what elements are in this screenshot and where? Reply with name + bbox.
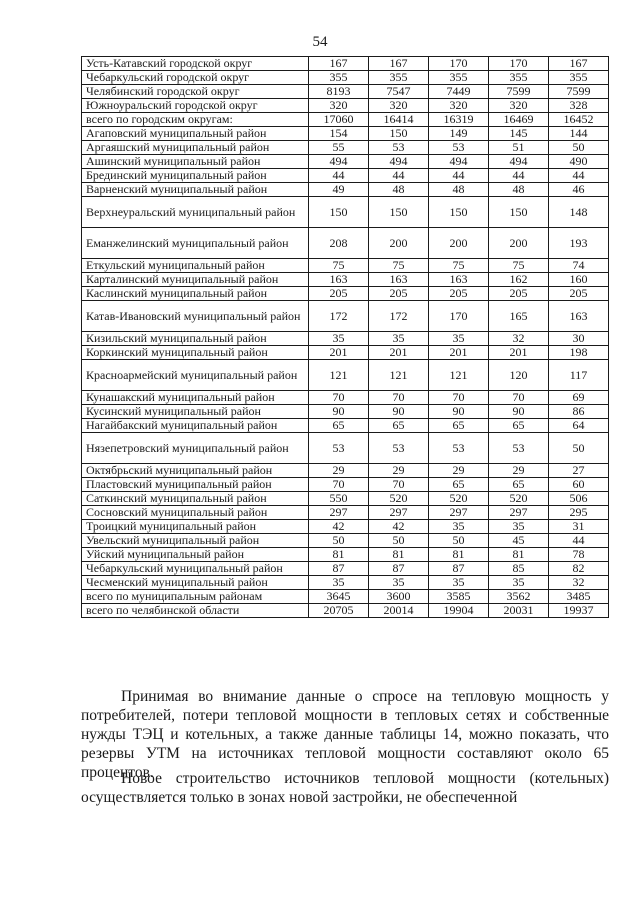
value-cell-2: 320 [369, 99, 429, 113]
value-cell-1: 75 [309, 259, 369, 273]
paragraph-new-construction: Новое строительство источников тепловой мощности (котельных) осуществляется только в зонах новой застройки, не обеспеченной [81, 770, 609, 806]
value-cell-3: 494 [429, 155, 489, 169]
value-cell-1: 8193 [309, 85, 369, 99]
territory-name-cell: Пластовский муниципальный район [82, 478, 309, 492]
value-cell-1: 87 [309, 562, 369, 576]
table-row [82, 259, 609, 273]
table-row [82, 346, 609, 360]
territory-name-cell: Троицкий муниципальный район [82, 520, 309, 534]
value-cell-1: 297 [309, 506, 369, 520]
value-cell-5: 74 [549, 259, 609, 273]
table-row [82, 155, 609, 169]
table-row [82, 169, 609, 183]
value-cell-3: 53 [429, 141, 489, 155]
value-cell-4: 355 [489, 71, 549, 85]
table-row [82, 99, 609, 113]
territory-name-cell: всего по городским округам: [82, 113, 309, 127]
value-cell-4: 81 [489, 548, 549, 562]
territory-name-cell: Нязепетровский муниципальный район [82, 433, 309, 464]
value-cell-3: 355 [429, 71, 489, 85]
value-cell-4: 162 [489, 273, 549, 287]
value-cell-1: 55 [309, 141, 369, 155]
value-cell-3: 87 [429, 562, 489, 576]
value-cell-5: 506 [549, 492, 609, 506]
value-cell-5: 355 [549, 71, 609, 85]
value-cell-1: 70 [309, 478, 369, 492]
value-cell-1: 35 [309, 576, 369, 590]
table-row [82, 548, 609, 562]
value-cell-4: 45 [489, 534, 549, 548]
table-row [82, 57, 609, 71]
value-cell-2: 150 [369, 197, 429, 228]
value-cell-1: 494 [309, 155, 369, 169]
territory-name-cell: Коркинский муниципальный район [82, 346, 309, 360]
value-cell-4: 75 [489, 259, 549, 273]
territory-name-cell: Чебаркульский муниципальный район [82, 562, 309, 576]
table-row [82, 492, 609, 506]
table-body [82, 57, 609, 618]
value-cell-4: 520 [489, 492, 549, 506]
value-cell-5: 148 [549, 197, 609, 228]
value-cell-5: 31 [549, 520, 609, 534]
value-cell-1: 44 [309, 169, 369, 183]
value-cell-4: 20031 [489, 604, 549, 618]
value-cell-5: 60 [549, 478, 609, 492]
value-cell-2: 53 [369, 433, 429, 464]
value-cell-2: 163 [369, 273, 429, 287]
value-cell-3: 170 [429, 301, 489, 332]
value-cell-3: 75 [429, 259, 489, 273]
value-cell-2: 355 [369, 71, 429, 85]
territory-name-cell: Нагайбакский муниципальный район [82, 419, 309, 433]
territory-name-cell: Кусинский муниципальный район [82, 405, 309, 419]
value-cell-2: 205 [369, 287, 429, 301]
value-cell-4: 65 [489, 419, 549, 433]
table-row [82, 433, 609, 464]
table-row [82, 391, 609, 405]
value-cell-4: 29 [489, 464, 549, 478]
territory-name-cell: Карталинский муниципальный район [82, 273, 309, 287]
value-cell-1: 154 [309, 127, 369, 141]
value-cell-3: 205 [429, 287, 489, 301]
territory-name-cell: Кизильский муниципальный район [82, 332, 309, 346]
value-cell-2: 494 [369, 155, 429, 169]
value-cell-3: 150 [429, 197, 489, 228]
value-cell-2: 16414 [369, 113, 429, 127]
table-row [82, 273, 609, 287]
value-cell-4: 494 [489, 155, 549, 169]
table-row [82, 478, 609, 492]
value-cell-4: 7599 [489, 85, 549, 99]
table-row [82, 287, 609, 301]
value-cell-1: 20705 [309, 604, 369, 618]
value-cell-1: 355 [309, 71, 369, 85]
value-cell-2: 35 [369, 332, 429, 346]
value-cell-3: 35 [429, 576, 489, 590]
value-cell-2: 297 [369, 506, 429, 520]
table-row [82, 113, 609, 127]
value-cell-5: 50 [549, 141, 609, 155]
territory-name-cell: Брединский муниципальный район [82, 169, 309, 183]
value-cell-1: 201 [309, 346, 369, 360]
value-cell-2: 167 [369, 57, 429, 71]
value-cell-1: 208 [309, 228, 369, 259]
territory-name-cell: Ашинский муниципальный район [82, 155, 309, 169]
table-row [82, 562, 609, 576]
value-cell-3: 163 [429, 273, 489, 287]
value-cell-2: 3600 [369, 590, 429, 604]
value-cell-5: 69 [549, 391, 609, 405]
value-cell-5: 19937 [549, 604, 609, 618]
value-cell-3: 170 [429, 57, 489, 71]
value-cell-5: 16452 [549, 113, 609, 127]
value-cell-5: 44 [549, 169, 609, 183]
territory-name-cell: Катав-Ивановский муниципальный район [82, 301, 309, 332]
value-cell-4: 32 [489, 332, 549, 346]
table-row [82, 590, 609, 604]
value-cell-5: 160 [549, 273, 609, 287]
value-cell-1: 17060 [309, 113, 369, 127]
value-cell-4: 297 [489, 506, 549, 520]
value-cell-1: 50 [309, 534, 369, 548]
table-row [82, 506, 609, 520]
value-cell-1: 42 [309, 520, 369, 534]
value-cell-2: 87 [369, 562, 429, 576]
value-cell-3: 35 [429, 332, 489, 346]
value-cell-5: 117 [549, 360, 609, 391]
value-cell-5: 44 [549, 534, 609, 548]
value-cell-3: 200 [429, 228, 489, 259]
value-cell-5: 78 [549, 548, 609, 562]
table-row [82, 419, 609, 433]
table-row [82, 464, 609, 478]
value-cell-1: 172 [309, 301, 369, 332]
value-cell-2: 48 [369, 183, 429, 197]
territory-name-cell: Усть-Катавский городской округ [82, 57, 309, 71]
value-cell-1: 205 [309, 287, 369, 301]
value-cell-1: 150 [309, 197, 369, 228]
value-cell-2: 35 [369, 576, 429, 590]
value-cell-5: 295 [549, 506, 609, 520]
value-cell-4: 48 [489, 183, 549, 197]
value-cell-2: 201 [369, 346, 429, 360]
value-cell-2: 44 [369, 169, 429, 183]
value-cell-5: 64 [549, 419, 609, 433]
value-cell-2: 520 [369, 492, 429, 506]
table-row [82, 534, 609, 548]
value-cell-1: 121 [309, 360, 369, 391]
value-cell-1: 70 [309, 391, 369, 405]
value-cell-4: 90 [489, 405, 549, 419]
value-cell-4: 201 [489, 346, 549, 360]
value-cell-4: 320 [489, 99, 549, 113]
value-cell-3: 320 [429, 99, 489, 113]
value-cell-3: 520 [429, 492, 489, 506]
territory-name-cell: Уйский муниципальный район [82, 548, 309, 562]
value-cell-4: 35 [489, 576, 549, 590]
value-cell-3: 149 [429, 127, 489, 141]
value-cell-4: 205 [489, 287, 549, 301]
value-cell-5: 193 [549, 228, 609, 259]
value-cell-3: 53 [429, 433, 489, 464]
table-row [82, 604, 609, 618]
value-cell-5: 82 [549, 562, 609, 576]
value-cell-5: 30 [549, 332, 609, 346]
territory-name-cell: Челябинский городской округ [82, 85, 309, 99]
territory-name-cell: Варненский муниципальный район [82, 183, 309, 197]
value-cell-4: 53 [489, 433, 549, 464]
value-cell-3: 297 [429, 506, 489, 520]
territory-name-cell: Чесменский муниципальный район [82, 576, 309, 590]
value-cell-2: 90 [369, 405, 429, 419]
territory-name-cell: Октябрьский муниципальный район [82, 464, 309, 478]
value-cell-1: 320 [309, 99, 369, 113]
value-cell-5: 144 [549, 127, 609, 141]
territory-name-cell: Чебаркульский городской округ [82, 71, 309, 85]
value-cell-3: 81 [429, 548, 489, 562]
territory-name-cell: Каслинский муниципальный район [82, 287, 309, 301]
value-cell-1: 90 [309, 405, 369, 419]
value-cell-1: 29 [309, 464, 369, 478]
value-cell-2: 150 [369, 127, 429, 141]
value-cell-3: 7449 [429, 85, 489, 99]
territory-name-cell: Еманжелинский муниципальный район [82, 228, 309, 259]
value-cell-3: 65 [429, 419, 489, 433]
table-row [82, 301, 609, 332]
territory-name-cell: Южноуральский городской округ [82, 99, 309, 113]
value-cell-2: 172 [369, 301, 429, 332]
table-row [82, 71, 609, 85]
value-cell-2: 200 [369, 228, 429, 259]
value-cell-5: 27 [549, 464, 609, 478]
value-cell-2: 65 [369, 419, 429, 433]
value-cell-5: 3485 [549, 590, 609, 604]
value-cell-5: 50 [549, 433, 609, 464]
territory-name-cell: всего по челябинской области [82, 604, 309, 618]
value-cell-3: 44 [429, 169, 489, 183]
value-cell-3: 29 [429, 464, 489, 478]
value-cell-1: 49 [309, 183, 369, 197]
value-cell-5: 167 [549, 57, 609, 71]
table-row [82, 197, 609, 228]
value-cell-4: 170 [489, 57, 549, 71]
table-row [82, 576, 609, 590]
territory-name-cell: всего по муниципальным районам [82, 590, 309, 604]
value-cell-5: 86 [549, 405, 609, 419]
value-cell-4: 120 [489, 360, 549, 391]
value-cell-3: 65 [429, 478, 489, 492]
territory-name-cell: Верхнеуральский муниципальный район [82, 197, 309, 228]
value-cell-4: 35 [489, 520, 549, 534]
territory-name-cell: Еткульский муниципальный район [82, 259, 309, 273]
value-cell-4: 51 [489, 141, 549, 155]
table-row [82, 332, 609, 346]
value-cell-5: 163 [549, 301, 609, 332]
value-cell-1: 167 [309, 57, 369, 71]
territory-name-cell: Увельский муниципальный район [82, 534, 309, 548]
table-row [82, 85, 609, 99]
value-cell-1: 81 [309, 548, 369, 562]
table-row [82, 141, 609, 155]
value-cell-4: 165 [489, 301, 549, 332]
page-number: 54 [312, 34, 328, 50]
territory-name-cell: Аргаяшский муниципальный район [82, 141, 309, 155]
value-cell-2: 7547 [369, 85, 429, 99]
value-cell-2: 70 [369, 478, 429, 492]
value-cell-1: 53 [309, 433, 369, 464]
territory-name-cell: Саткинский муниципальный район [82, 492, 309, 506]
value-cell-4: 65 [489, 478, 549, 492]
value-cell-1: 163 [309, 273, 369, 287]
value-cell-5: 32 [549, 576, 609, 590]
value-cell-2: 81 [369, 548, 429, 562]
value-cell-3: 50 [429, 534, 489, 548]
value-cell-3: 35 [429, 520, 489, 534]
value-cell-5: 205 [549, 287, 609, 301]
value-cell-4: 16469 [489, 113, 549, 127]
value-cell-5: 198 [549, 346, 609, 360]
value-cell-2: 121 [369, 360, 429, 391]
value-cell-5: 7599 [549, 85, 609, 99]
table-row [82, 183, 609, 197]
table-row [82, 520, 609, 534]
value-cell-3: 90 [429, 405, 489, 419]
paragraph-reserves: Принимая во внимание данные о спросе на тепловую мощность у потребителей, потери тепловой мощности в тепловых сетях и собственные нужды ТЭЦ и котельных, а также данные таблицы 14, можно показать, что резервы УТМ на источниках тепловой мощности составляют около 65 процентов. [81, 688, 609, 781]
value-cell-2: 29 [369, 464, 429, 478]
value-cell-2: 75 [369, 259, 429, 273]
value-cell-2: 20014 [369, 604, 429, 618]
value-cell-4: 70 [489, 391, 549, 405]
value-cell-5: 490 [549, 155, 609, 169]
value-cell-3: 3585 [429, 590, 489, 604]
value-cell-2: 42 [369, 520, 429, 534]
value-cell-3: 201 [429, 346, 489, 360]
value-cell-3: 19904 [429, 604, 489, 618]
value-cell-4: 150 [489, 197, 549, 228]
value-cell-2: 53 [369, 141, 429, 155]
value-cell-3: 48 [429, 183, 489, 197]
table-row [82, 405, 609, 419]
value-cell-4: 145 [489, 127, 549, 141]
value-cell-2: 50 [369, 534, 429, 548]
value-cell-3: 70 [429, 391, 489, 405]
territory-name-cell: Красноармейский муниципальный район [82, 360, 309, 391]
table-row [82, 360, 609, 391]
territory-name-cell: Агаповский муниципальный район [82, 127, 309, 141]
value-cell-3: 16319 [429, 113, 489, 127]
value-cell-3: 121 [429, 360, 489, 391]
value-cell-2: 70 [369, 391, 429, 405]
value-cell-1: 3645 [309, 590, 369, 604]
value-cell-4: 200 [489, 228, 549, 259]
value-cell-4: 85 [489, 562, 549, 576]
heat-capacity-table [81, 56, 609, 618]
territory-name-cell: Кунашакский муниципальный район [82, 391, 309, 405]
table-row [82, 127, 609, 141]
value-cell-4: 3562 [489, 590, 549, 604]
territory-name-cell: Сосновский муниципальный район [82, 506, 309, 520]
value-cell-4: 44 [489, 169, 549, 183]
value-cell-1: 550 [309, 492, 369, 506]
value-cell-1: 65 [309, 419, 369, 433]
value-cell-5: 46 [549, 183, 609, 197]
table-row [82, 228, 609, 259]
value-cell-5: 328 [549, 99, 609, 113]
value-cell-1: 35 [309, 332, 369, 346]
